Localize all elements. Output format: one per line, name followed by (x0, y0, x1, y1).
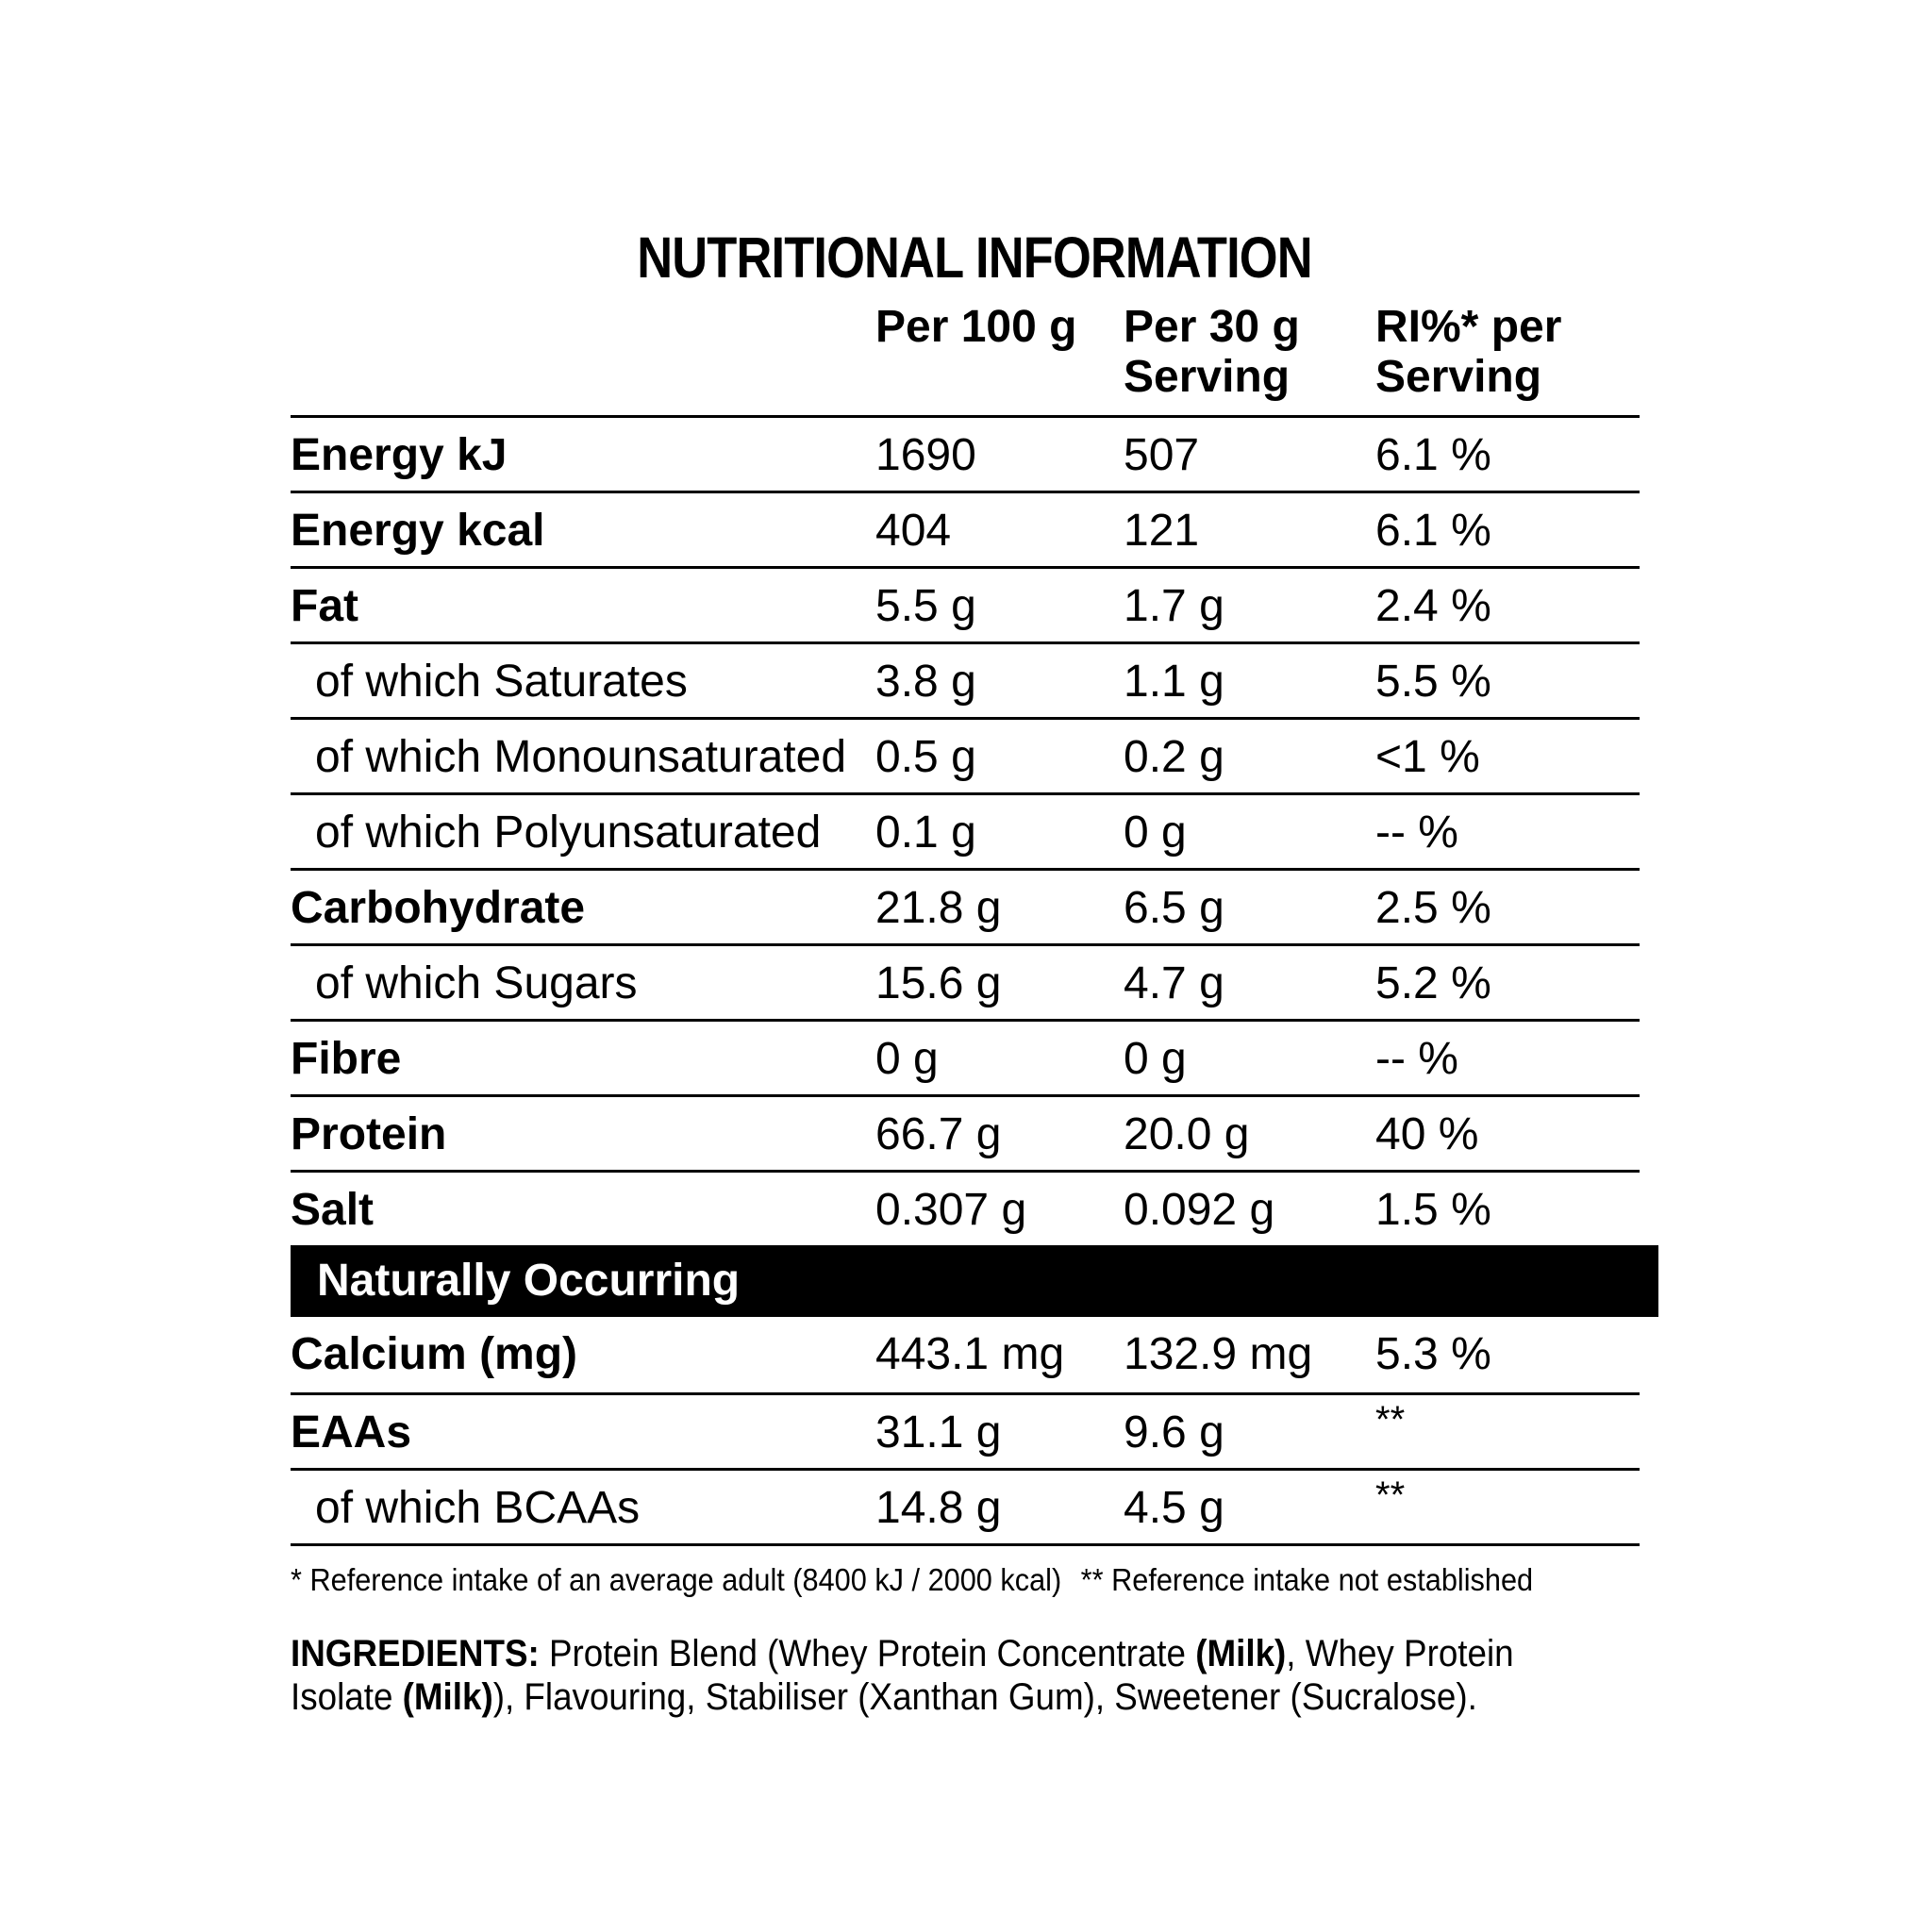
row-label: Fibre (291, 1034, 402, 1084)
row-label: Fat (291, 581, 358, 631)
row-per-30g: 0.2 g (1124, 732, 1224, 782)
row-per-100g: 15.6 g (875, 958, 1002, 1008)
row-ri: 5.3 % (1375, 1329, 1491, 1379)
row-per-100g: 66.7 g (875, 1109, 1002, 1159)
ingredients-label: INGREDIENTS: (291, 1633, 540, 1674)
table-row (291, 566, 1640, 641)
table-row (291, 1170, 1640, 1245)
row-per-30g: 1.7 g (1124, 581, 1224, 631)
header-per-30g-serving (1124, 302, 1300, 402)
row-per-100g: 443.1 mg (875, 1329, 1065, 1379)
header-ri-per-serving (1375, 302, 1561, 402)
row-label: Calcium (mg) (291, 1329, 578, 1379)
row-ri: 2.5 % (1375, 883, 1491, 933)
table-row (291, 1317, 1640, 1392)
row-ri: ** (1375, 1399, 1406, 1441)
row-label: EAAs (291, 1407, 412, 1457)
row-ri: -- % (1375, 808, 1458, 858)
header-per-30g-line2: Serving (1124, 352, 1291, 402)
table-row (291, 491, 1640, 566)
row-ri: 40 % (1375, 1109, 1479, 1159)
header-per-100g (875, 302, 1076, 352)
row-per-30g: 0.092 g (1124, 1185, 1275, 1235)
row-per-30g: 121 (1124, 506, 1200, 556)
row-per-30g: 6.5 g (1124, 883, 1224, 933)
header-ri-line2: Serving (1375, 352, 1542, 402)
row-per-100g: 0.5 g (875, 732, 976, 782)
table-row (291, 1094, 1640, 1170)
ingredients (291, 1632, 1668, 1719)
row-per-30g: 507 (1124, 430, 1200, 480)
row-per-100g: 0.1 g (875, 808, 976, 858)
row-ri: -- % (1375, 1034, 1458, 1084)
row-label: Protein (291, 1109, 447, 1159)
naturally-occurring-band (291, 1245, 1658, 1317)
row-label: of which BCAAs (315, 1483, 641, 1533)
row-ri: 2.4 % (1375, 581, 1491, 631)
row-label: Carbohydrate (291, 883, 586, 933)
footnote (291, 1562, 1563, 1598)
row-per-100g: 404 (875, 506, 952, 556)
ingredients-line-1 (291, 1632, 1557, 1675)
ingredients-text: Protein Blend (Whey Protein Concentrate (539, 1633, 1196, 1674)
row-per-30g: 4.5 g (1124, 1483, 1224, 1533)
ingredients-text: Isolate (291, 1676, 403, 1718)
table-row (291, 717, 1640, 792)
row-label: of which Sugars (315, 958, 638, 1008)
row-per-100g: 1690 (875, 430, 976, 480)
table-row (291, 1392, 1640, 1468)
header-per-100g-label: Per 100 g (875, 302, 1077, 352)
row-per-100g: 3.8 g (875, 657, 976, 707)
row-label: of which Polyunsaturated (315, 808, 822, 858)
row-per-30g: 4.7 g (1124, 958, 1224, 1008)
row-per-30g: 0 g (1124, 808, 1187, 858)
footnote-not-established: ** Reference intake not established (1080, 1562, 1534, 1597)
allergen-milk: (Milk) (1195, 1633, 1287, 1674)
row-label: of which Saturates (315, 657, 688, 707)
row-ri: 6.1 % (1375, 430, 1491, 480)
row-label: of which Monounsaturated (315, 732, 847, 782)
nutrition-table (291, 415, 1640, 1546)
table-row (291, 868, 1640, 943)
row-per-30g: 132.9 mg (1124, 1329, 1313, 1379)
row-per-30g: 20.0 g (1124, 1109, 1250, 1159)
row-per-100g: 14.8 g (875, 1483, 1002, 1533)
row-label: Energy kJ (291, 430, 508, 480)
table-row (291, 943, 1640, 1019)
ingredients-text: , Whey Protein (1286, 1633, 1514, 1674)
table-header (291, 302, 1640, 415)
row-per-100g: 0 g (875, 1034, 939, 1084)
row-label: Energy kcal (291, 506, 545, 556)
row-ri: ** (1375, 1474, 1406, 1516)
ingredients-text: ), Flavouring, Stabiliser (Xanthan Gum), Sweetener (Sucralose). (492, 1676, 1477, 1718)
row-ri: 6.1 % (1375, 506, 1491, 556)
row-per-30g: 9.6 g (1124, 1407, 1224, 1457)
table-row (291, 641, 1640, 717)
table-row (291, 1019, 1640, 1094)
row-ri: 1.5 % (1375, 1185, 1491, 1235)
row-per-100g: 31.1 g (875, 1407, 1002, 1457)
allergen-milk: (Milk) (402, 1676, 493, 1718)
row-label: Salt (291, 1185, 375, 1235)
row-per-30g: 1.1 g (1124, 657, 1224, 707)
ingredients-line-2 (291, 1675, 1557, 1719)
row-per-30g: 0 g (1124, 1034, 1187, 1084)
row-per-100g: 21.8 g (875, 883, 1002, 933)
row-ri: 5.2 % (1375, 958, 1491, 1008)
header-ri-line1: RI%* per (1375, 302, 1562, 352)
page-title: NUTRITIONAL INFORMATION (637, 225, 1312, 290)
row-ri: <1 % (1375, 732, 1480, 782)
table-row (291, 1468, 1640, 1543)
table-row (291, 792, 1640, 868)
table-row (291, 415, 1640, 491)
band-label: Naturally Occurring (317, 1256, 741, 1306)
row-per-100g: 0.307 g (875, 1185, 1027, 1235)
table-bottom-rule (291, 1543, 1640, 1546)
row-per-100g: 5.5 g (875, 581, 976, 631)
header-per-30g-line1: Per 30 g (1124, 302, 1300, 352)
row-ri: 5.5 % (1375, 657, 1491, 707)
footnote-reference-intake: * Reference intake of an average adult (8400 kJ / 2000 kcal) (291, 1562, 1062, 1597)
